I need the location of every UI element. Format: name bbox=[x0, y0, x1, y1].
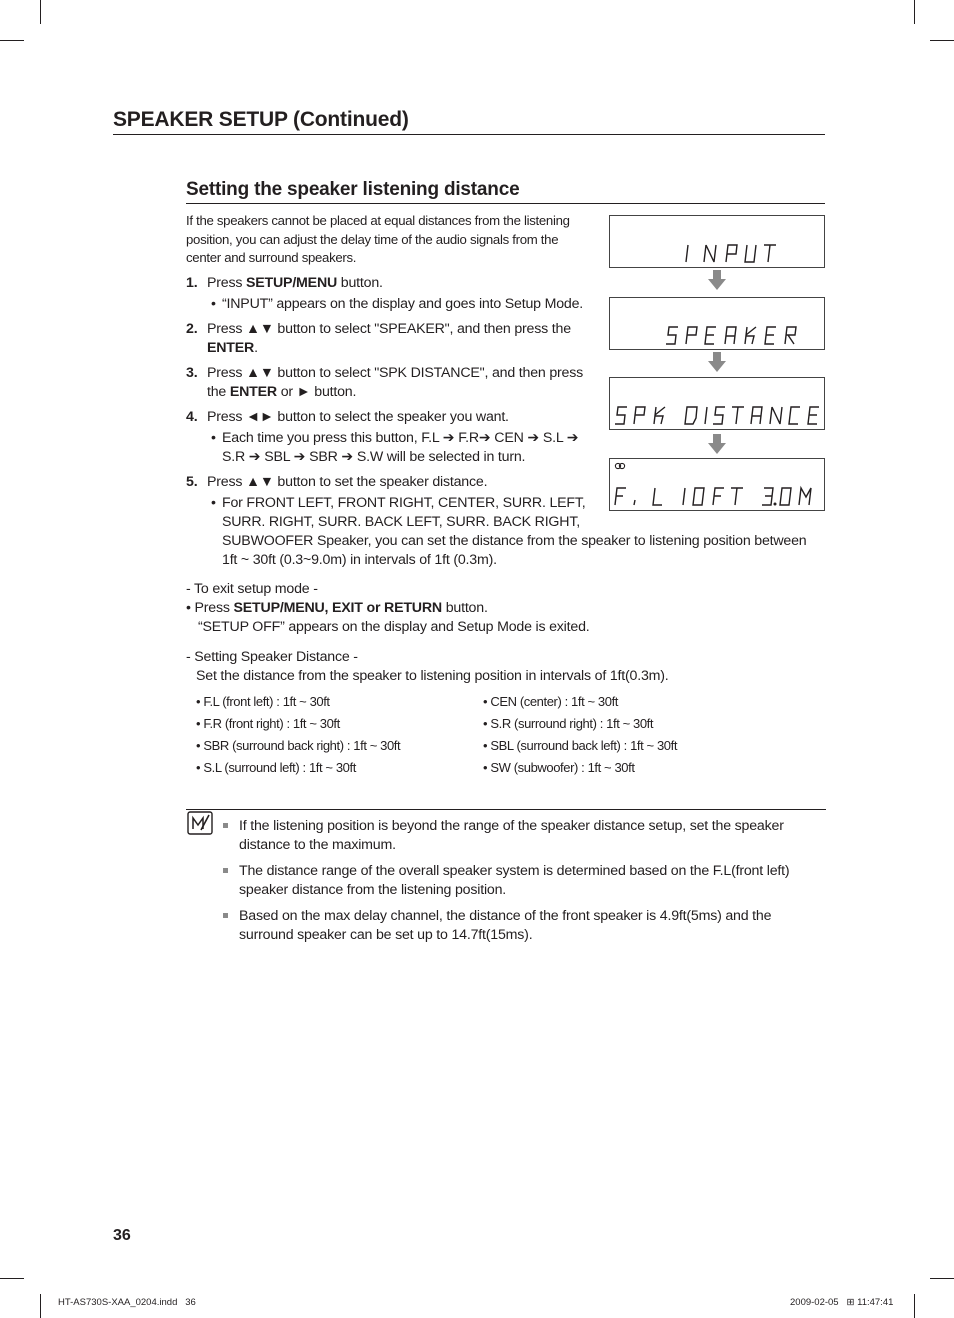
list-item: • S.L (surround left) : 1ft ~ 30ft bbox=[196, 760, 356, 775]
note-item: Based on the max delay channel, the distance of the front speaker is 4.9ft(5ms) and the surround speaker can be set up to 14.7ft(15ms). bbox=[222, 907, 802, 945]
crop-mark bbox=[0, 40, 24, 41]
crop-mark bbox=[0, 1278, 24, 1279]
bullet-square-icon bbox=[223, 823, 228, 828]
list-item: • SBL (surround back left) : 1ft ~ 30ft bbox=[483, 738, 678, 753]
step-5-detail: • For FRONT LEFT, FRONT RIGHT, CENTER, SURR. LEFT, SURR. RIGHT, SURR. BACK LEFT, SURR. BACK RIGHT, bbox=[207, 494, 592, 532]
section-title: Setting the speaker listening distance bbox=[186, 179, 520, 200]
step-1-detail: • “INPUT” appears on the display and goes into Setup Mode. bbox=[207, 295, 596, 314]
step-4-detail: • Each time you press this button, F.L ➔ F.R➔ CEN ➔ S.L ➔ S.R ➔ SBL ➔ SBR ➔ S.W will be selected in turn. bbox=[207, 429, 596, 467]
step-2: 2. Press ▲▼ button to select "SPEAKER", and then press the ENTER. bbox=[186, 321, 571, 356]
step-4: 4. Press ◄► button to select the speaker you want. • Each time you press this button, F.L ➔ F.R➔ CEN ➔ S.L ➔ S.R ➔ SBL ➔ SBR ➔ S.W will be selected in turn. bbox=[186, 408, 596, 467]
speaker-distance-section bbox=[186, 648, 826, 686]
down-arrow-icon bbox=[708, 434, 726, 454]
lcd-display-input bbox=[609, 215, 825, 268]
bullet-square-icon bbox=[223, 913, 228, 918]
step-5-detail-continued: SUBWOOFER Speaker, you can set the distance from the speaker to listening position between 1ft ~ 30ft (0.3~9.0m) in intervals of 1ft (0.3m). bbox=[222, 533, 807, 568]
steps-list bbox=[186, 274, 807, 576]
step-1: 1. Press SETUP/MENU button. • “INPUT” appears on the display and goes into Setup Mode. bbox=[186, 274, 596, 314]
lcd-display-spk-distance bbox=[609, 377, 825, 430]
exit-setup-section bbox=[186, 580, 826, 637]
crop-mark bbox=[40, 0, 41, 24]
intro-paragraph: If the speakers cannot be placed at equal distances from the listening position, you can adjust the delay time of the audio signals from the center and surround speakers. bbox=[186, 213, 570, 265]
distance-description: Set the distance from the speaker to listening position in intervals of 1ft(0.3m). bbox=[196, 668, 669, 684]
crop-mark bbox=[930, 40, 954, 41]
step-3: 3. Press ▲▼ button to select "SPK DISTANCE", and then press the ENTER or ► button. bbox=[186, 365, 584, 400]
note-item: If the listening position is beyond the range of the speaker distance setup, set the speaker distance to the maximum. bbox=[222, 817, 802, 855]
down-arrow-icon bbox=[708, 270, 726, 290]
lcd-display-speaker bbox=[609, 297, 825, 350]
exit-instruction: • Press SETUP/MENU, EXIT or RETURN button. bbox=[186, 600, 488, 616]
page-number: 36 bbox=[113, 1227, 131, 1244]
crop-mark bbox=[40, 1294, 41, 1318]
notes-list bbox=[222, 817, 802, 952]
distance-heading: - Setting Speaker Distance - bbox=[186, 649, 358, 665]
crop-mark bbox=[914, 1294, 915, 1318]
title-divider bbox=[113, 134, 825, 135]
footer-timestamp: 2009-02-05 ⊞ 11:47:41 bbox=[790, 1297, 894, 1308]
page-title: SPEAKER SETUP (Continued) bbox=[113, 108, 409, 131]
crop-mark bbox=[930, 1278, 954, 1279]
list-item: • F.L (front left) : 1ft ~ 30ft bbox=[196, 694, 330, 709]
lcd-display-distance-value bbox=[609, 458, 825, 511]
exit-heading: - To exit setup mode - bbox=[186, 581, 318, 597]
list-item: • F.R (front right) : 1ft ~ 30ft bbox=[196, 716, 340, 731]
exit-result: “SETUP OFF” appears on the display and Setup Mode is exited. bbox=[198, 619, 590, 635]
list-item: • CEN (center) : 1ft ~ 30ft bbox=[483, 694, 618, 709]
bullet-square-icon bbox=[223, 868, 228, 873]
down-arrow-icon bbox=[708, 352, 726, 372]
crop-mark bbox=[914, 0, 915, 24]
note-pencil-icon bbox=[187, 811, 213, 835]
list-item: • SW (subwoofer) : 1ft ~ 30ft bbox=[483, 760, 635, 775]
list-item: • SBR (surround back right) : 1ft ~ 30ft bbox=[196, 738, 401, 753]
list-item: • S.R (surround right) : 1ft ~ 30ft bbox=[483, 716, 654, 731]
notes-divider bbox=[186, 809, 826, 810]
note-item: The distance range of the overall speaker system is determined based on the F.L(front left) speaker distance from the listening position. bbox=[222, 862, 802, 900]
step-5: 5. Press ▲▼ button to set the speaker distance. • For FRONT LEFT, FRONT RIGHT, CENTER, SURR. LEFT, SURR. RIGHT, SURR. BACK LEFT, SURR. BACK RIGHT, SUBWOOFER Speaker, you can set the distance from the speaker to listening position between 1ft ~ 30ft (0.3~9.0m) in intervals of 1ft (0.3m). bbox=[186, 473, 596, 570]
section-divider bbox=[186, 203, 825, 204]
footer-file-info: HT-AS730S-XAA_0204.indd 36 bbox=[58, 1297, 196, 1308]
